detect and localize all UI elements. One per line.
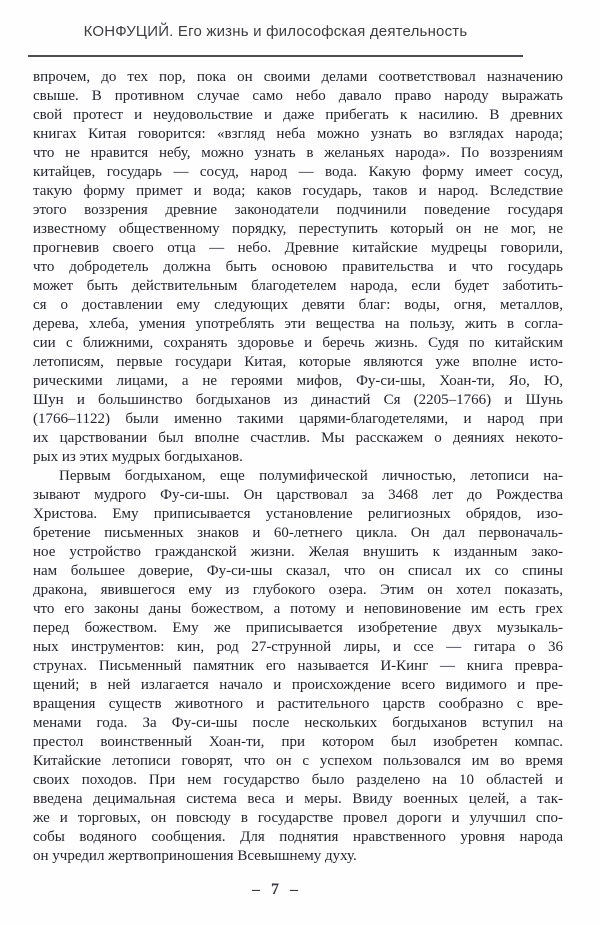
text-line: собы водяного сообщения. Для поднятия нравственного уровня народа [33,829,563,845]
page-footer [10,881,540,899]
text-line: свой протест и неудовольствие и даже прибегать к насилию. В древних [33,107,563,123]
text-line: впрочем, до тех пор, пока он своими делами соответствовал назначению [33,69,563,85]
text-line: летописям, первые государи Китая, которые являются уже вполне исто- [33,354,563,370]
text-line: своих походов. При нем государство было разделено на 10 областей и [33,772,563,788]
text-line: ное устройство гражданской жизни. Желая внушить к изданным зако- [33,544,563,560]
text-line: рическими лицами, а не героями мифов, Фу-си-шы, Хоан-ти, Яо, Ю, [33,373,563,389]
text-line: зывают мудрого Фу-си-шы. Он царствовал за 3468 лет до Рождества [33,487,563,503]
text-line: щений; в ней излагается начало и происхождение всего видимого и пре- [33,677,563,693]
text-line: же и торговых, он повсюду в государстве провел дороги и улучшил спо- [33,810,563,826]
text-line: перед божеством. Ему же приписывается изобретение двух музыкаль- [33,620,563,636]
text-line: Шун и большинство богдыханов из династий Ся (2205–1766) и Шунь [33,392,563,408]
text-line: Первым богдыханом, еще полумифической личностью, летописи на- [59,468,563,484]
page-number: – 7 – [252,881,298,898]
text-line: что его законы даны божеством, а потому и неповиновение им есть грех [33,601,563,617]
text-line: ся о доставлении ему следующих девяти благ: воды, огня, металлов, [33,297,563,313]
text-line: может быть действительным благодетелем народа, если будет заботить- [33,278,563,294]
text-line: свыше. В противном случае само небо давало право народу выражать [33,88,563,104]
text-line: дерева, хлеба, умения употреблять эти вещества на пользу, жить в согла- [33,316,563,332]
text-line: ных инструментов: кин, род 27-струнной лиры, и ссе — гитара о 36 [33,639,563,655]
text-line: Христова. Ему приписывается установление религиозных обрядов, изо- [33,506,563,522]
paragraph [33,467,563,866]
text-line: прогневив своего отца — небо. Древние китайские мудрецы говорили, [33,240,563,256]
text-line: вращения существ животного и растительного царств сообразно с вре- [33,696,563,712]
text-line: этого воззрения древние законодатели подчинили поведение государя [33,202,563,218]
text-line: известному общественному порядку, переступить который он не мог, не [33,221,563,237]
text-line: рых из этих мудрых богдыханов. [33,449,243,465]
text-line: струнах. Письменный памятник его называется И-Кинг — книга превра- [33,658,563,674]
text-line: он учредил жертвоприношения Всевышнему духу. [33,848,357,864]
text-line: такую форму примет и вода; каков государь, таков и народ. Вследствие [33,183,563,199]
text-line: бретение письменных знаков и 60-летнего цикла. Он дал первоначаль- [33,525,563,541]
text-line: нам большее доверие, Фу-си-шы сказал, что он списал их со спины [33,563,563,579]
text-line: (1766–1122) были именно такими царями-благодетелями, и народ при [33,411,563,427]
text-line: что добродетель должна быть основою правительства и что государь [33,259,563,275]
header-rule [28,55,523,57]
paragraph [33,68,563,467]
text-line: сии с ближними, сохранять здоровье и беречь жизнь. Судя по китайским [33,335,563,351]
text-line: что не нравится небу, можно узнать в желаньях народа». По воззрениям [33,145,563,161]
text-block [33,68,563,866]
text-line: китайцев, государь — сосуд, народ — вода. Какую форму имеет сосуд, [33,164,563,180]
text-line: их царствовании был вполне счастлив. Мы расскажем о деяниях некото- [33,430,563,446]
text-line: Китайские летописи говорят, что он с успехом пользовался им во время [33,753,563,769]
text-line: введена децимальная система веса и меры. Ввиду военных целей, а так- [33,791,563,807]
text-line: книгах Китая говорится: «взгляд неба можно узнать во взглядах народа; [33,126,563,142]
text-line: престол воинственный Хоан-ти, при котором был изобретен компас. [33,734,563,750]
text-line: дракона, явившегося ему из глубокого озера. Этим он хотел показать, [33,582,563,598]
text-line: менами года. За Фу-си-шы после нескольких богдыханов вступил на [33,715,563,731]
running-title: КОНФУЦИЙ. Его жизнь и философская деятельность [83,23,468,40]
